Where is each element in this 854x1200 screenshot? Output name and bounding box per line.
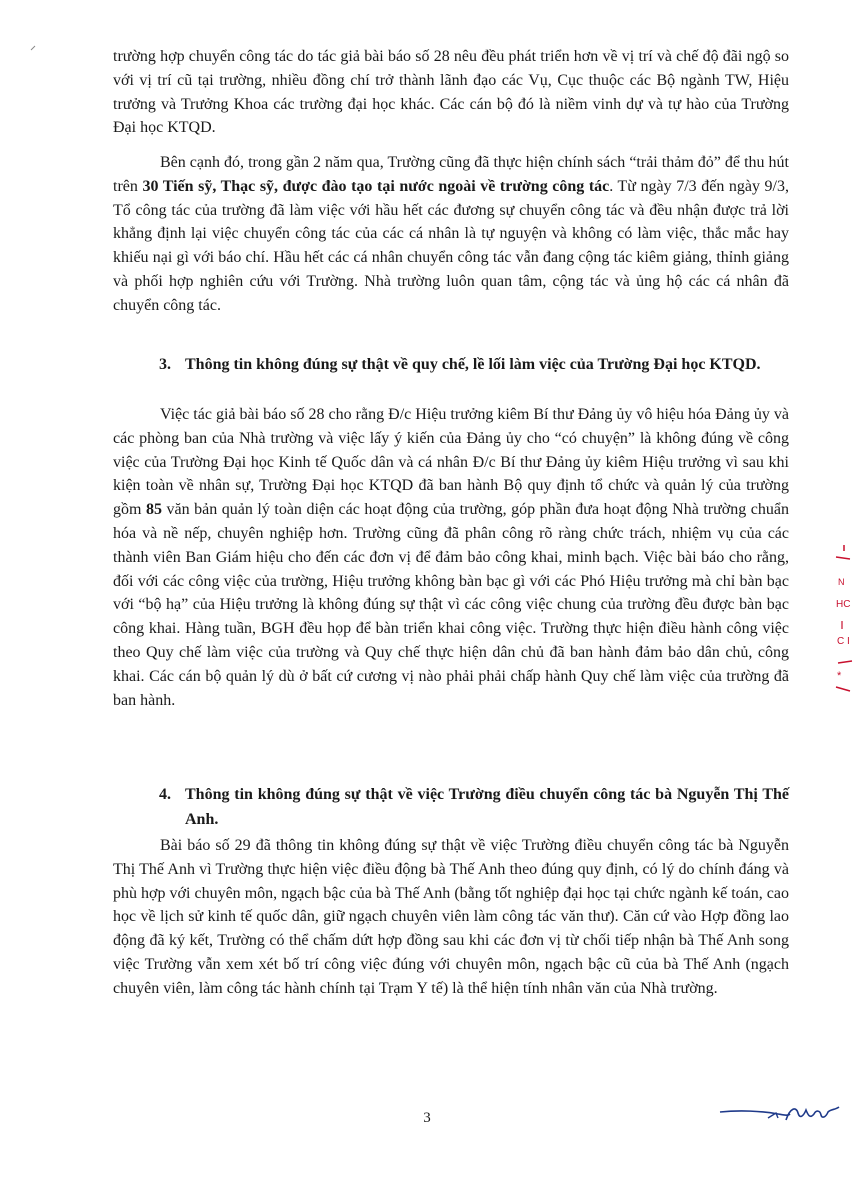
paragraph-text: Bên cạnh đó, trong gần 2 năm qua, Trường cũng đã thực hiện chính sách “trải thảm đỏ” để thu hút trên <box>113 154 789 195</box>
paragraph-bold-text: 30 Tiến sỹ, Thạc sỹ, được đào tạo tại nước ngoài về trường công tác <box>142 177 610 195</box>
paragraph-continuation: trường hợp chuyển công tác do tác giả bài báo số 28 nêu đều phát triển hơn về vị trí và chế độ đãi ngộ so với vị trí cũ tại trường, nhiều đồng chí trở thành lãnh đạo các Vụ, Cục thuộc các Bộ ngành TW, Hiệu trưởng và Trưởng Khoa các trường đại học khác. Các cán bộ đó là niềm vinh dự và tự hào của Trường Đại học KTQD. <box>113 48 789 137</box>
svg-text:N: N <box>838 577 845 587</box>
section-number: 4. <box>159 786 171 803</box>
paragraph-bold-text: 85 <box>145 501 162 519</box>
section-number: 3. <box>159 356 171 373</box>
paragraph-text: văn bản quản lý toàn diện các hoạt động của trường, góp phần đưa hoạt động Nhà trường chuẩn hóa và nề nếp, chuyên nghiệp hơn. Trường cũng đã phân công rõ ràng chức trách, nhiệm vụ của các thành viên Ban Giám hiệu cho đến các đơn vị để đảm bảo công khai, minh bạch. Việc bài báo cho rằng, đối với các công việc của trường, Hiệu trưởng không bàn bạc gì với các Phó Hiệu trưởng mà chỉ bàn bạc với “bộ hạ” của Hiệu trưởng là không đúng sự thật vì các công việc chung của trường đều được bàn bạc công khai. Hàng tuần, BGH đều họp để bàn triển khai công việc. Trường thực hiện điều hành công việc theo Quy chế làm việc của trường và Quy chế thực hiện dân chủ đã ban hành đảm bảo dân chủ, công khai. Các cán bộ quản lý dù ở bất cứ cương vị nào phải phải chấp hành Quy chế làm việc của trường đã ban hành. <box>113 501 789 709</box>
paragraph-text: . Từ ngày 7/3 đến ngày 9/3, Tổ công tác của trường đã làm việc với hầu hết các đương sự chuyển công tác và đều nhận được trả lời khẳng định lại việc chuyển công tác của các cá nhân là tự nguyện và không có làm việc, thắc mắc hay khiếu nại gì với báo chí. Hầu hết các cá nhân chuyển công tác vẫn đang cộng tác kiêm giảng, thỉnh giảng và phối hợp nghiên cứu với Trường. Nhà trường luôn quan tâm, cộng tác và ủng hộ các cá nhân đã chuyển công tác. <box>113 177 789 314</box>
paragraph-text: Việc tác giả bài báo số 28 cho rằng Đ/c Hiệu trưởng kiêm Bí thư Đảng ủy vô hiệu hóa Đảng ủy và các phòng ban của Nhà trường và việc lấy ý kiến của Đảng ủy cho “có chuyện” là không đúng về công việc của Trường Đại học Kinh tế Quốc dân và cá nhân Đ/c Bí thư Đảng ủy kiêm Hiệu trưởng vì sau khi kiện toàn về nhân sự, Trường Đại học KTQD đã ban hành Bộ quy định tổ chức và quản lý của trường gồm <box>113 406 789 519</box>
section-title: Thông tin không đúng sự thật về quy chế, lề lối làm việc của Trường Đại học KTQD. <box>185 356 761 373</box>
page-number: 3 <box>423 1110 431 1126</box>
signature-initials <box>718 1098 844 1131</box>
section-3-heading <box>159 353 789 378</box>
paragraph-recruitment-policy <box>113 151 789 318</box>
section-title: Thông tin không đúng sự thật về việc Trường điều chuyển công tác bà Nguyễn Thị Thế Anh. <box>185 786 789 828</box>
section-4-body: Bài báo số 29 đã thông tin không đúng sự thật về việc Trường điều chuyển công tác bà Nguyễn Thị Thế Anh vì Trường thực hiện việc điều động bà Thế Anh theo đúng quy định, có lý do chính đáng và phù hợp với chuyên môn, ngạch bậc của bà Thế Anh (bằng tốt nghiệp đại học tại chức ngành kế toán, cao học về lịch sử kinh tế quốc dân, giữ ngạch chuyên viên làm công tác văn thư). Căn cứ vào Hợp đồng lao động đã ký kết, Trường có thể chấm dứt hợp đồng sau khi các đơn vị từ chối tiếp nhận bà Thế Anh song việc Trường vẫn xem xét bố trí công việc đúng với chuyên môn, ngạch bậc cũ của bà Thế Anh (ngạch chuyên viên, làm công tác hành chính tại Trạm Y tế) là thể hiện tính nhân văn của Nhà trường. <box>113 837 789 997</box>
section-4-heading <box>159 783 789 832</box>
stamp-edge <box>834 545 854 700</box>
scan-mark <box>30 38 36 44</box>
svg-text:*: * <box>837 670 842 682</box>
svg-text:C I: C I <box>837 636 850 647</box>
svg-text:HC: HC <box>836 599 851 610</box>
section-3-body <box>113 403 789 712</box>
